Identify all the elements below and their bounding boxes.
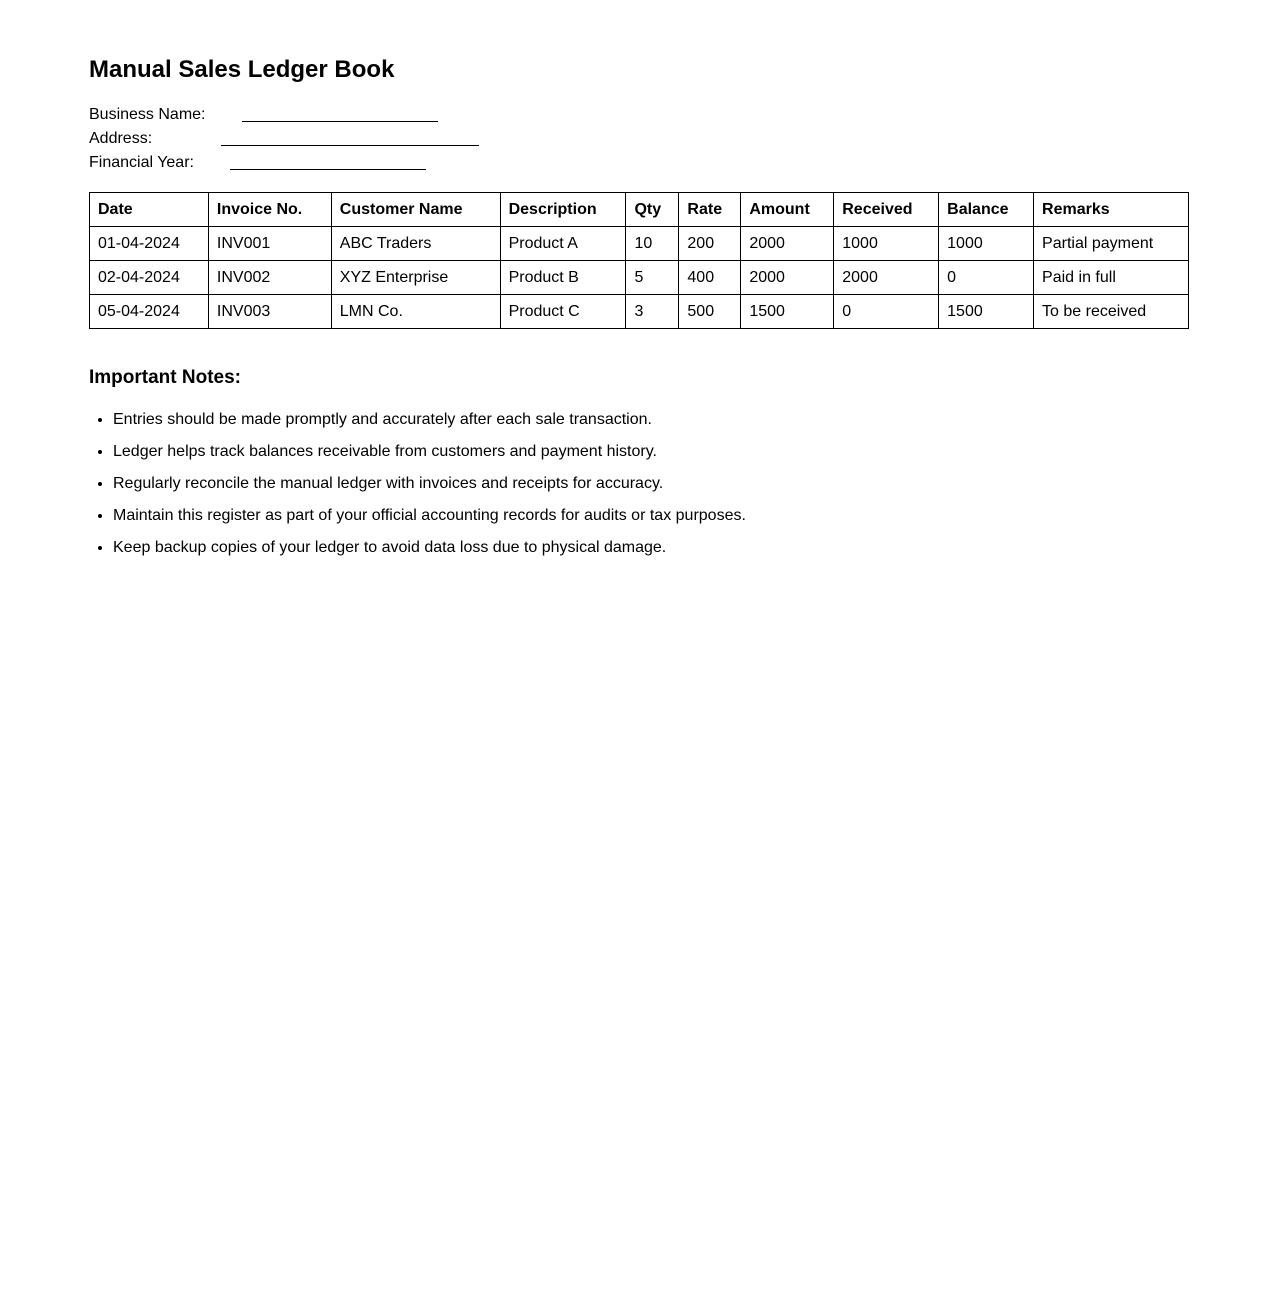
table-row bbox=[90, 295, 1189, 329]
cell-date: 02-04-2024 bbox=[90, 261, 209, 295]
cell-rate: 200 bbox=[679, 227, 741, 261]
cell-description: Product C bbox=[500, 295, 626, 329]
list-item: • Regularly reconcile the manual ledger with invoices and receipts for accuracy. bbox=[113, 472, 746, 496]
column-header-date: Date bbox=[90, 193, 209, 227]
cell-remarks: Paid in full bbox=[1034, 261, 1189, 295]
cell-date: 01-04-2024 bbox=[90, 227, 209, 261]
column-header-rate: Rate bbox=[679, 193, 741, 227]
sales-ledger-table bbox=[89, 192, 1189, 329]
cell-invoice-no: INV003 bbox=[208, 295, 331, 329]
business-name-label: Business Name: bbox=[89, 106, 206, 123]
cell-balance: 1500 bbox=[939, 295, 1034, 329]
table-row bbox=[90, 227, 1189, 261]
cell-invoice-no: INV002 bbox=[208, 261, 331, 295]
cell-qty: 3 bbox=[626, 295, 679, 329]
cell-customer-name: ABC Traders bbox=[331, 227, 500, 261]
cell-balance: 1000 bbox=[939, 227, 1034, 261]
cell-date: 05-04-2024 bbox=[90, 295, 209, 329]
column-header-balance: Balance bbox=[939, 193, 1034, 227]
page-title: Manual Sales Ledger Book bbox=[89, 56, 395, 83]
table-row bbox=[90, 261, 1189, 295]
column-header-invoice-no: Invoice No. bbox=[208, 193, 331, 227]
cell-amount: 2000 bbox=[741, 261, 834, 295]
column-header-qty: Qty bbox=[626, 193, 679, 227]
address-blank-line bbox=[221, 145, 479, 146]
cell-qty: 10 bbox=[626, 227, 679, 261]
cell-amount: 2000 bbox=[741, 227, 834, 261]
cell-customer-name: LMN Co. bbox=[331, 295, 500, 329]
column-header-remarks: Remarks bbox=[1034, 193, 1189, 227]
list-item: • Ledger helps track balances receivable from customers and payment history. bbox=[113, 440, 746, 464]
address-label: Address: bbox=[89, 130, 153, 147]
notes-list bbox=[89, 408, 746, 568]
address-field bbox=[89, 128, 152, 150]
notes-heading: Important Notes: bbox=[89, 367, 241, 388]
cell-received: 0 bbox=[834, 295, 939, 329]
cell-invoice-no: INV001 bbox=[208, 227, 331, 261]
financial-year-field bbox=[89, 152, 194, 174]
cell-received: 2000 bbox=[834, 261, 939, 295]
column-header-amount: Amount bbox=[741, 193, 834, 227]
column-header-customer-name: Customer Name bbox=[331, 193, 500, 227]
cell-description: Product A bbox=[500, 227, 626, 261]
cell-customer-name: XYZ Enterprise bbox=[331, 261, 500, 295]
cell-remarks: To be received bbox=[1034, 295, 1189, 329]
cell-qty: 5 bbox=[626, 261, 679, 295]
cell-description: Product B bbox=[500, 261, 626, 295]
list-item: • Keep backup copies of your ledger to avoid data loss due to physical damage. bbox=[113, 536, 746, 560]
business-name-blank-line bbox=[242, 121, 438, 122]
cell-rate: 400 bbox=[679, 261, 741, 295]
cell-balance: 0 bbox=[939, 261, 1034, 295]
cell-rate: 500 bbox=[679, 295, 741, 329]
list-item: • Entries should be made promptly and accurately after each sale transaction. bbox=[113, 408, 746, 432]
cell-received: 1000 bbox=[834, 227, 939, 261]
business-name-field bbox=[89, 104, 206, 126]
financial-year-label: Financial Year: bbox=[89, 154, 194, 171]
table-header-row bbox=[90, 193, 1189, 227]
financial-year-blank-line bbox=[230, 169, 426, 170]
column-header-received: Received bbox=[834, 193, 939, 227]
list-item: • Maintain this register as part of your official accounting records for audits or tax purposes. bbox=[113, 504, 746, 528]
column-header-description: Description bbox=[500, 193, 626, 227]
cell-amount: 1500 bbox=[741, 295, 834, 329]
cell-remarks: Partial payment bbox=[1034, 227, 1189, 261]
